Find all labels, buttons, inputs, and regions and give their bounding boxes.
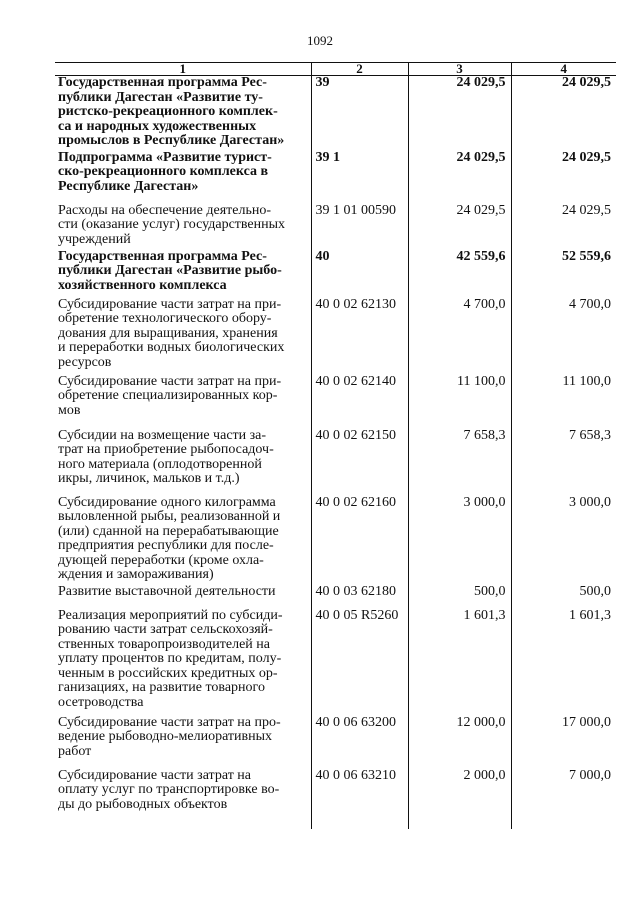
row-name-line: работ <box>58 743 92 759</box>
row-amount-1-cell: 11 100,0 <box>408 375 511 429</box>
row-name-line: ждения и замораживания) <box>58 567 214 582</box>
row-amount-2-cell: 11 100,0 <box>511 375 616 429</box>
row-name-line: ганизациях, на развитие товарного <box>58 680 265 695</box>
row-name-line: предприятия республики для после- <box>58 538 274 553</box>
row-name-cell <box>55 769 311 829</box>
row-name-cell <box>55 250 311 298</box>
row-amount-1-cell: 24 029,5 <box>408 151 511 204</box>
row-name-line: са и народных художественных <box>58 118 257 134</box>
table-row <box>55 375 616 429</box>
row-name-line: икры, личинок, мальков и т.д.) <box>58 471 240 486</box>
row-name-cell <box>55 375 311 429</box>
header-row <box>55 63 616 76</box>
row-name-line: осетроводства <box>58 694 144 710</box>
row-name-line: Реализация мероприятий по субсиди- <box>58 607 283 623</box>
table-row <box>55 609 616 716</box>
row-amount-2-cell: 52 559,6 <box>511 250 616 298</box>
row-name-cell <box>55 429 311 496</box>
row-name-cell <box>55 585 311 609</box>
row-name-line: сти (оказание услуг) государственных <box>58 217 286 232</box>
row-name-line: ды до рыбоводных объектов <box>58 796 228 812</box>
row-name-line: уплату процентов по кредитам, полу- <box>58 651 282 666</box>
row-amount-1-cell: 1 601,3 <box>408 609 511 716</box>
budget-table <box>55 62 616 829</box>
row-amount-1-cell: 4 700,0 <box>408 298 511 375</box>
row-code-cell: 40 0 03 62180 <box>311 585 408 609</box>
row-name-line: выловленной рыбы, реализованной и <box>58 509 281 524</box>
row-name-line: обретение технологического обору- <box>58 311 272 326</box>
table-row <box>55 496 616 585</box>
row-name-line: ственных товаропроизводителей на <box>58 636 271 652</box>
row-name-cell <box>55 609 311 716</box>
table-body <box>55 76 616 829</box>
row-name-cell <box>55 716 311 769</box>
row-name-line: Субсидирование одного килограмма <box>58 494 276 510</box>
row-name-line: Подпрограмма «Развитие турист- <box>58 149 272 165</box>
row-name-cell <box>55 151 311 204</box>
row-amount-2-cell: 500,0 <box>511 585 616 609</box>
row-name-line: мов <box>58 402 81 418</box>
table-row <box>55 585 616 609</box>
row-amount-2-cell: 4 700,0 <box>511 298 616 375</box>
row-name-line: ведение рыбоводно-мелиоративных <box>58 729 273 744</box>
row-name-line: (или) сданной на перерабатывающие <box>58 523 279 539</box>
row-name-line: Субсидирование части затрат на про- <box>58 714 281 730</box>
row-name-line: Субсидирование части затрат на при- <box>58 296 282 312</box>
row-name-line: ско-рекреационного комплекса в <box>58 164 269 179</box>
row-amount-1-cell: 12 000,0 <box>408 716 511 769</box>
row-name-line: учреждений <box>58 231 131 247</box>
row-name-line: Субсидии на возмещение части за- <box>58 427 267 443</box>
row-amount-1-cell: 2 000,0 <box>408 769 511 829</box>
row-amount-2-cell: 3 000,0 <box>511 496 616 585</box>
table-row <box>55 716 616 769</box>
column-header-2: 2 <box>311 63 408 76</box>
row-name-line: рованию части затрат сельскохозяй- <box>58 622 273 637</box>
column-header-4: 4 <box>511 63 616 76</box>
row-name-cell <box>55 298 311 375</box>
row-amount-1-cell: 7 658,3 <box>408 429 511 496</box>
table-row <box>55 151 616 204</box>
row-amount-1-cell: 24 029,5 <box>408 76 511 151</box>
row-name-line: оплату услуг по транспортировке во- <box>58 782 280 797</box>
column-header-3: 3 <box>408 63 511 76</box>
row-name-line: Субсидирование части затрат на <box>58 767 252 783</box>
row-name-cell <box>55 76 311 151</box>
row-amount-1-cell: 24 029,5 <box>408 204 511 250</box>
row-code-cell: 39 1 01 00590 <box>311 204 408 250</box>
row-amount-1-cell: 3 000,0 <box>408 496 511 585</box>
row-name-line: публики Дагестан «Развитие рыбо- <box>58 263 282 278</box>
table-row <box>55 204 616 250</box>
row-code-cell: 40 0 05 R5260 <box>311 609 408 716</box>
row-amount-2-cell: 24 029,5 <box>511 76 616 151</box>
row-code-cell: 40 0 02 62130 <box>311 298 408 375</box>
table-row <box>55 76 616 151</box>
row-code-cell: 40 0 02 62160 <box>311 496 408 585</box>
row-amount-2-cell: 7 658,3 <box>511 429 616 496</box>
row-name-line: хозяйственного комплекса <box>58 277 227 293</box>
row-name-line: Расходы на обеспечение деятельно- <box>58 202 271 218</box>
table-row <box>55 769 616 829</box>
column-header-1: 1 <box>55 63 311 76</box>
row-amount-1-cell: 42 559,6 <box>408 250 511 298</box>
row-amount-2-cell: 7 000,0 <box>511 769 616 829</box>
row-name-line: ченным в российских кредитных ор- <box>58 665 278 681</box>
row-name-line: ристско-рекреационного комплек- <box>58 104 278 119</box>
row-name-line: Республике Дагестан» <box>58 178 199 194</box>
row-name-line: дования для выращивания, хранения <box>58 325 278 341</box>
row-code-cell: 40 0 02 62150 <box>311 429 408 496</box>
row-name-cell <box>55 204 311 250</box>
page-number: 1092 <box>307 33 333 48</box>
row-name-line: Развитие выставочной деятельности <box>58 583 276 599</box>
row-name-cell <box>55 496 311 585</box>
row-amount-2-cell: 24 029,5 <box>511 204 616 250</box>
row-name-line: Государственная программа Рес- <box>58 248 267 264</box>
table-row <box>55 298 616 375</box>
row-code-cell: 39 <box>311 76 408 151</box>
row-name-line: Государственная программа Рес- <box>58 75 267 90</box>
row-amount-2-cell: 24 029,5 <box>511 151 616 204</box>
row-name-line: Субсидирование части затрат на при- <box>58 373 282 389</box>
row-name-line: дующей переработки (кроме охла- <box>58 552 264 568</box>
row-code-cell: 40 <box>311 250 408 298</box>
row-name-line: ресурсов <box>58 354 112 370</box>
row-amount-1-cell: 500,0 <box>408 585 511 609</box>
row-code-cell: 40 0 06 63200 <box>311 716 408 769</box>
row-amount-2-cell: 17 000,0 <box>511 716 616 769</box>
row-code-cell: 40 0 02 62140 <box>311 375 408 429</box>
row-name-line: и переработки водных биологических <box>58 340 285 355</box>
table-row <box>55 250 616 298</box>
row-name-line: ного материала (оплодотворенной <box>58 456 262 472</box>
table-row <box>55 429 616 496</box>
row-name-line: промыслов в Республике Дагестан» <box>58 133 285 148</box>
row-code-cell: 40 0 06 63210 <box>311 769 408 829</box>
row-name-line: обретение специализированных кор- <box>58 388 278 403</box>
row-code-cell: 39 1 <box>311 151 408 204</box>
row-name-line: публики Дагестан «Развитие ту- <box>58 89 263 105</box>
row-amount-2-cell: 1 601,3 <box>511 609 616 716</box>
row-name-line: трат на приобретение рыбопосадоч- <box>58 442 274 457</box>
